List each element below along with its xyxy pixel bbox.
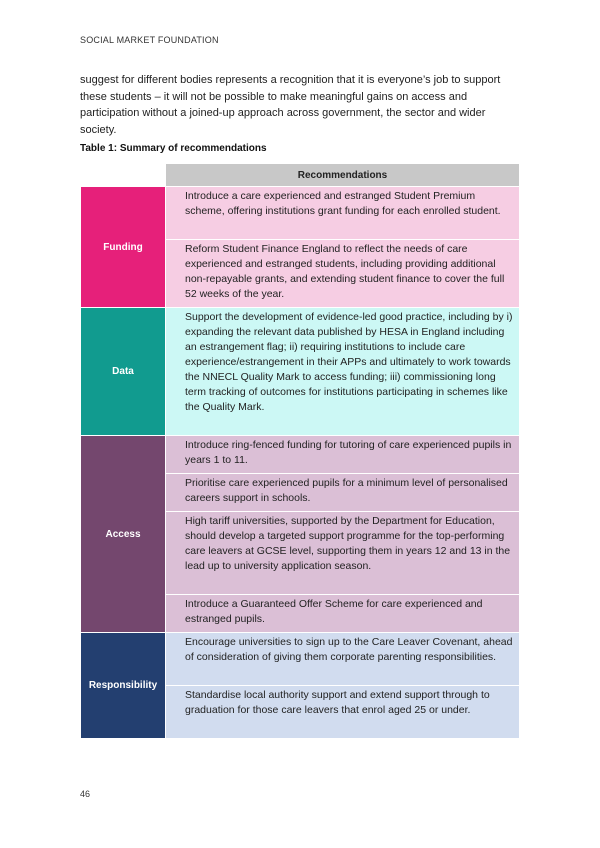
- recommendation-cell: High tariff universities, supported by the Department for Education, should develop a targeted support programme for the top-performing care leavers at GCSE level, supporting them in years 12 and 13 in the lead up to university application season.: [166, 512, 520, 595]
- table-row: [81, 436, 520, 474]
- table-caption: Table 1: Summary of recommendations: [80, 143, 267, 154]
- table-row: [81, 633, 520, 686]
- recommendation-cell: Introduce a Guaranteed Offer Scheme for care experienced and estranged pupils.: [166, 595, 520, 633]
- table-row: [81, 308, 520, 436]
- category-access: Access: [81, 436, 166, 633]
- table-row: [81, 187, 520, 240]
- category-funding: Funding: [81, 187, 166, 308]
- recommendations-header: Recommendations: [166, 164, 520, 187]
- recommendation-cell: Support the development of evidence-led good practice, including by i) expanding the relevant data published by HESA in England including an estrangement flag; ii) requiring institutions to include care experience/estrangement in their APPs and ultimately to work towards the NNECL Quality Mark to access funding; iii) commissioning long term tracking of outcomes for institutions participating in schemes like the Quality Mark.: [166, 308, 520, 436]
- category-data: Data: [81, 308, 166, 436]
- running-header: SOCIAL MARKET FOUNDATION: [80, 35, 219, 45]
- recommendation-cell: Introduce a care experienced and estranged Student Premium scheme, offering institutions grant funding for each enrolled student.: [166, 187, 520, 240]
- recommendation-cell: Standardise local authority support and extend support through to graduation for those care leavers that enrol aged 25 or under.: [166, 686, 520, 739]
- category-responsibility: Responsibility: [81, 633, 166, 739]
- table-header-row: [81, 164, 520, 187]
- recommendations-table: [80, 163, 520, 739]
- recommendation-cell: Introduce ring-fenced funding for tutoring of care experienced pupils in years 1 to 11.: [166, 436, 520, 474]
- page-number: 46: [80, 789, 91, 799]
- recommendation-cell: Encourage universities to sign up to the Care Leaver Covenant, ahead of consideration of giving them corporate parenting responsibilities.: [166, 633, 520, 686]
- header-blank-cell: [81, 164, 166, 187]
- recommendation-cell: Reform Student Finance England to reflect the needs of care experienced and estranged students, including providing additional non-repayable grants, and extending student finance to cover the full 52 weeks of the year.: [166, 240, 520, 308]
- intro-paragraph: suggest for different bodies represents a recognition that it is everyone’s job to support these students – it will not be possible to make meaningful gains on access and participation without a joined-up approach across government, the sector and wider society.: [80, 74, 501, 136]
- recommendation-cell: Prioritise care experienced pupils for a minimum level of personalised careers support in schools.: [166, 474, 520, 512]
